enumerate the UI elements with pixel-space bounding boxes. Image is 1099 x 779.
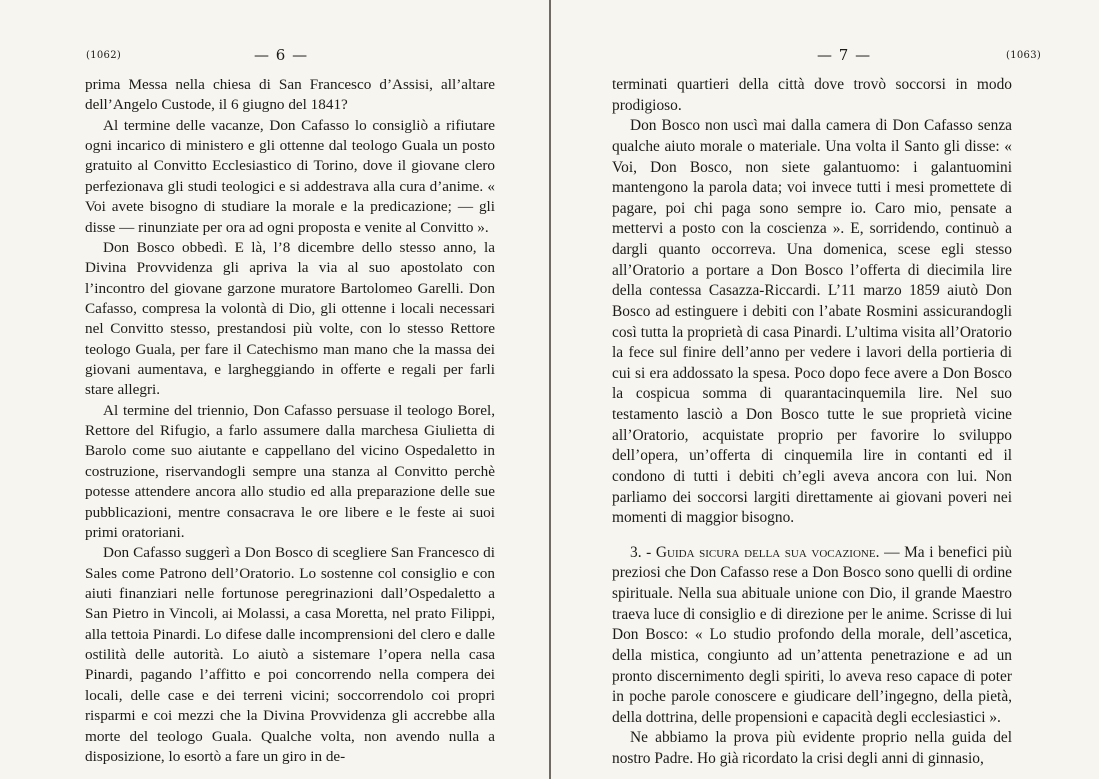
left-page-body xyxy=(85,75,495,767)
paragraph: Al termine delle vacanze, Don Cafasso lo consigliò a rifiutare ogni incarico di ministero e gli ottenne dal teologo Guala un posto gratuito al Convitto Ecclesiastico di Torino, dove il giovane clero perfezionava gli studi teologici e si addestrava alla cura d’anime. « Voi avete bisogno di studiare la morale e la predicazione; — gli disse — rinunziate per ora ad ogni proposta e venite al Convitto ». xyxy=(85,116,495,236)
paragraph: Don Bosco obbedì. E là, l’8 dicembre dello stesso anno, la Divina Provvidenza gli apriva la via al suo apostolato con l’incontro del giovane garzone muratore Bartolomeo Garelli. Don Cafasso, compresa la volontà di Dio, gli ottenne i locali necessari nel Convitto stesso, prestandosi più volte, con lo stesso Rettore teologo Guala, per fare il Catechismo man mano che la massa dei giovani aumentava, e largheggiando in offerte e regali per farli stare allegri. xyxy=(85,238,495,399)
left-folio: (1062) xyxy=(86,50,122,61)
section-paragraph xyxy=(612,543,1012,729)
right-page-number: — 7 — xyxy=(817,46,872,64)
section-number: 3. - xyxy=(630,543,652,561)
right-page xyxy=(551,0,1099,779)
left-page xyxy=(0,0,549,779)
right-page-body xyxy=(612,75,1012,770)
section-text: — Ma i benefici più preziosi che Don Cafasso rese a Don Bosco sono quelli di ordine spirituale. Nella sua abituale unione con Dio, il grande Maestro traeva luce di consiglio e di direzione per le anime. Scrisse di lui Don Bosco: « Lo studio profondo della morale, dell’ascetica, della mistica, congiunto ad un’attenta penetrazione e ad un pronto discernimento degli spiriti, lo aveva reso capace di poter in poche parole conoscere e giudicare dell’ingegno, della pietà, della dottrina, delle propensioni e capacità degli ecclesiastici ». xyxy=(612,543,1012,726)
paragraph: Ne abbiamo la prova più evidente proprio nella guida del nostro Padre. Ho già ricordato la crisi degli anni di ginnasio, xyxy=(612,729,1012,767)
right-folio: (1063) xyxy=(1006,50,1042,61)
paragraph: Al termine del triennio, Don Cafasso persuase il teologo Borel, Rettore del Rifugio, a farlo assumere dalla marchesa Giulietta di Barolo come suo aiutante e cappellano del vicino Ospedaletto in costruzione, riservandogli sempre una stanza al Convitto perchè potesse attendere ancora allo studio ed alla preparazione delle sue pubblicazioni, mentre consacrava le ore libere e le feste ai suoi primi oratoriani. xyxy=(85,401,495,541)
paragraph: Don Bosco non uscì mai dalla camera di Don Cafasso senza qualche aiuto morale o materiale. Una volta il Santo gli disse: « Voi, Don Bosco, non siete galantuomo: i galantuomini mantengono la parola data; voi invece tutti i mesi promettete di pagare, poi chi paga sono sempre io. Caro mio, pensate a mettervi a posto con la coscienza ». E, sorridendo, continuò a dargli quanto occorreva. Una domenica, scese egli stesso all’Oratorio a portare a Don Bosco l’offerta di diecimila lire della contessa Casazza-Riccardi. L’11 marzo 1859 aiutò Don Bosco ad estinguere i debiti con l’abate Rosmini assicurandogli così tutta la proprietà di casa Pinardi. L’ultima visita all’Oratorio la fece sul finire dell’anno per vedere i lavori della portieria di cui si era addossato la spesa. Poco dopo fece avere a Don Bosco la cospicua somma di quarantacinquemila lire. Nel suo testamento lasciò a Don Bosco tutte le sue proprietà vicine all’Oratorio, acquistate proprio per favorire lo sviluppo dell’opera, un’offerta di cinquemila lire in contanti ed il condono di tutti i debiti ch’egli aveva ancora con lui. Non parliamo dei soccorsi largiti direttamente ai giovani poveri nei momenti di maggior bisogno. xyxy=(612,117,1012,527)
paragraph: terminati quartieri della città dove trovò soccorsi in modo prodigioso. xyxy=(612,76,1012,114)
left-page-number: — 6 — xyxy=(254,46,309,64)
section-title: Guida sicura della sua vocazione. xyxy=(655,543,880,561)
paragraph: prima Messa nella chiesa di San Francesco d’Assisi, all’altare dell’Angelo Custode, il 6 giugno del 1841? xyxy=(85,76,495,114)
paragraph: Don Cafasso suggerì a Don Bosco di scegliere San Francesco di Sales come Patrono dell’Oratorio. Lo sostenne col consiglio e con aiuti finanziari nelle fortunose peregrinazioni dall’Ospedaletto a San Pietro in Vincoli, ai Molassi, a casa Moretta, nel prato Filippi, alla tettoia Pinardi. Lo difese dalle incomprensioni del clero e dalle ostilità delle autorità. Lo aiutò a sistemare l’opera nella casa Pinardi, pagando l’affitto e poi concorrendo nella compera dei locali, delle case e dei terreni vicini; soccorrendolo coi propri risparmi e coi mezzi che la Divina Provvidenza gli accrebbe alla morte del teologo Guala. Qualche volta, non avendo nulla a disposizione, lo esortò a fare un giro in de- xyxy=(85,544,495,765)
